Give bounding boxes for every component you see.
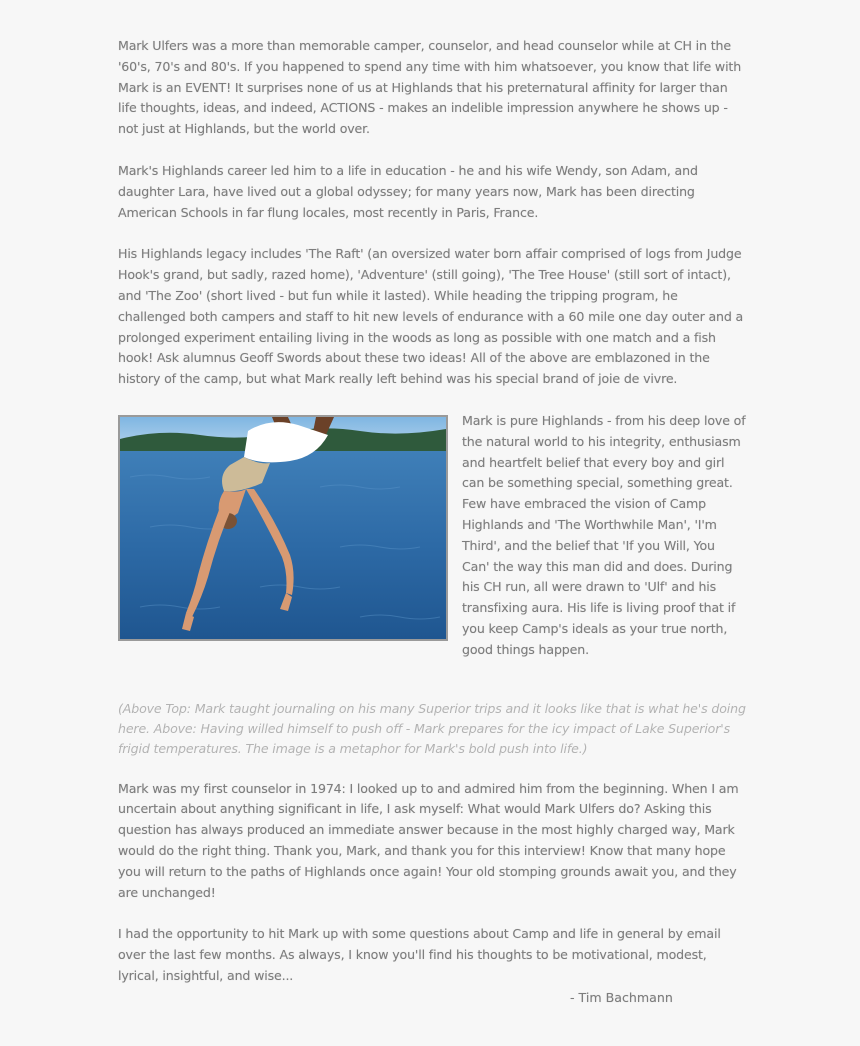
paragraph-interview-intro: I had the opportunity to hit Mark up with some questions about Camp and life in general by email over the last few months. As always, I know you'll find his thoughts to be motivational, modest, lyrical, insightful, and wise... — [118, 926, 721, 983]
paragraph-intro: Mark Ulfers was a more than memorable camper, counselor, and head counselor while at CH in the '60's, 70's and 80's. If you happened to spend any time with him whatsoever, you know that life with Mark is an EVENT! It surprises none of us at Highlands that his preternatural affinity for larger than life thoughts, ideas, and indeed, ACTIONS - makes an indelible impression anywhere he shows up - not just at Highlands, but the world over. — [118, 38, 742, 137]
article — [118, 36, 746, 1008]
paragraph-first-counselor: Mark was my first counselor in 1974: I looked up to and admired him from the beginning. When I am uncertain about anything significant in life, I ask myself: What would Mark Ulfers do? Asking this question has always produced an immediate answer because in the most highly charged way, Mark would do the right thing. Thank you, Mark, and thank you for this interview! Know that many hope you will return to the paths of Highlands once again! Your old stomping grounds await you, and they are unchanged! — [118, 780, 739, 900]
photo-caption: (Above Top: Mark taught journaling on his many Superior trips and it looks like that is what he's doing here. Above: Having willed himself to push off - Mark prepares for the icy impact of Lake Superior's frigid temperatures. The image is a metaphor for Mark's bold push into life.) — [118, 700, 746, 756]
paragraph-career: Mark's Highlands career led him to a life in education - he and his wife Wendy, son Adam, and daughter Lara, have lived out a global odyssey; for many years now, Mark has been directing American Schools in far flung locales, most recently in Paris, France. — [118, 162, 698, 220]
diving-photo-image — [120, 417, 446, 639]
paragraph-pure-highlands: Mark is pure Highlands - from his deep love of the natural world to his integrity, enthusiasm and heartfelt belief that every boy and girl can be something special, something great. Few have embraced the vision of Camp Highlands and 'The Worthwhile Man', 'I'm Third', and the belief that 'If you Will, You Can' the way this man did and does. During his CH run, all were drawn to 'Ulf' and his transfixing aura. His life is living proof that if you keep Camp's ideals as your true north, good things happen. — [462, 412, 746, 657]
photo-section — [118, 411, 746, 661]
paragraph-legacy: His Highlands legacy includes 'The Raft' (an oversized water born affair comprised of logs from Judge Hook's grand, but sadly, razed home), 'Adventure' (still going), 'The Tree House' (still sort of intact), and 'The Zoo' (short lived - but fun while it lasted). While heading the tripping program, he challenged both campers and staff to hit new levels of endurance with a 60 mile one day outer and a prolonged experiment entailing living in the woods as long as possible with one match and a fish hook! Ask alumnus Geoff Swords about these two ideas! All of the above are emblazoned in the history of the camp, but what Mark really left behind was his special brand of joie de vivre. — [118, 246, 744, 387]
diving-photo — [118, 415, 448, 641]
author-signature: - Tim Bachmann — [570, 990, 673, 1005]
